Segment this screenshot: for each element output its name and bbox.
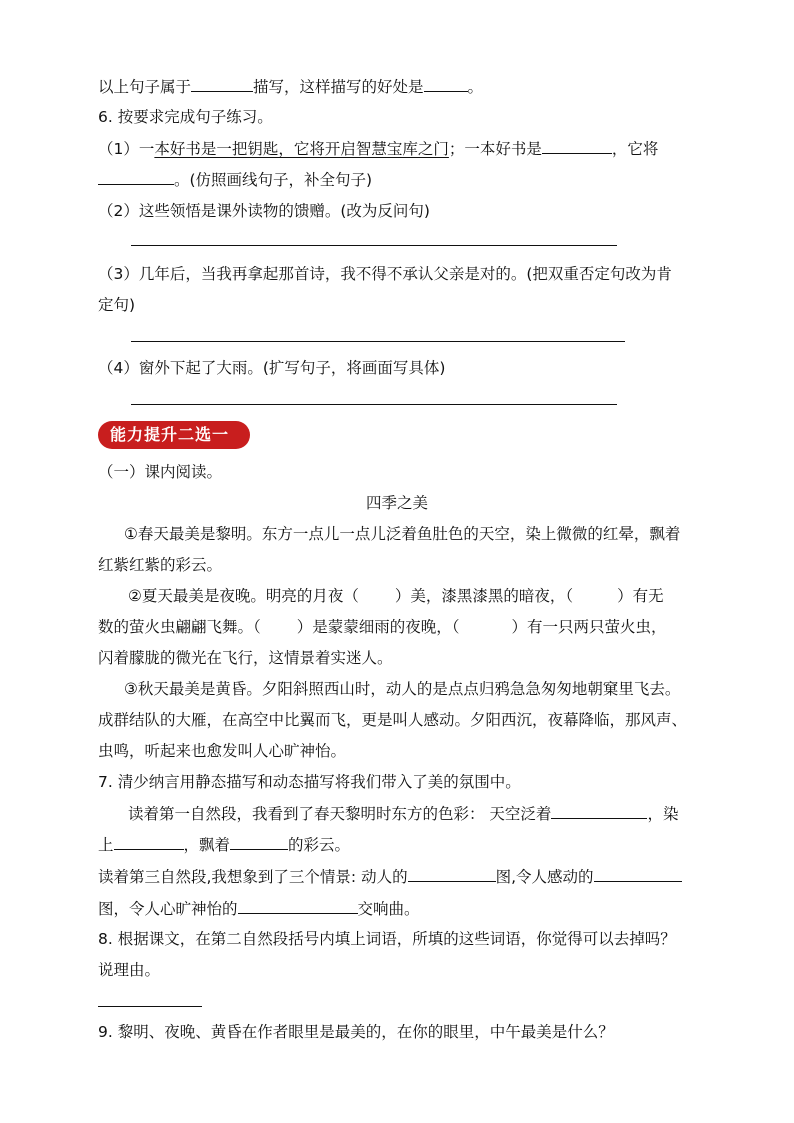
answer-blank[interactable]	[551, 803, 647, 819]
answer-blank[interactable]	[408, 866, 496, 882]
text: ，它将	[611, 140, 659, 158]
answer-blank[interactable]	[424, 76, 468, 92]
q9-line1: 9. 黎明、夜晚、黄昏在作者眼里是最美的，在你的眼里，中午最美是什么？	[98, 1023, 614, 1041]
text: ）是蒙蒙细雨的夜晚，（	[296, 618, 460, 636]
answer-line[interactable]	[131, 404, 617, 405]
section-badge-label: 能力提升二选一	[110, 425, 230, 444]
text: 读着第三自然段,我想象到了三个情景: 动人的	[98, 868, 408, 886]
q6-item2: （2）这些领悟是课外读物的馈赠。(改为反问句)	[98, 202, 430, 220]
text: 。(仿照画线句子，补全句子)	[174, 171, 373, 189]
underlined-sentence: 本好书是一把钥匙，它将开启智慧宝库之门	[154, 140, 449, 158]
text: 以上句子属于	[98, 78, 192, 96]
text: ②夏天最美是夜晚。明亮的月夜（	[128, 587, 359, 605]
text: ）有无	[617, 587, 664, 605]
text: ，飘着	[183, 836, 231, 854]
q7-title: 7. 清少纳言用静态描写和动态描写将我们带入了美的氛围中。	[98, 773, 521, 791]
answer-line[interactable]	[131, 245, 617, 246]
text: 图,令人感动的	[495, 868, 594, 886]
answer-blank[interactable]	[98, 169, 174, 185]
q6-item3-line2: 定句)	[98, 296, 136, 314]
q6-item1-line2	[98, 169, 372, 190]
text: 描写，这样描写的好处是	[253, 78, 424, 96]
passage-title: 四季之美	[365, 494, 428, 512]
passage-p3-line2: 成群结队的大雁，在高空中比翼而飞，更是叫人感动。夕阳西沉，夜幕降临，那风声、	[98, 711, 688, 729]
q6-title: 6. 按要求完成句子练习。	[98, 108, 273, 126]
passage-p2-line3: 闪着朦胧的微光在飞行，这情景着实迷人。	[98, 649, 393, 667]
answer-blank[interactable]	[230, 834, 288, 850]
q6-item1-line1	[98, 138, 658, 159]
q5-tail-line	[98, 76, 483, 97]
text: 交响曲。	[357, 900, 420, 918]
q7-line4	[98, 898, 420, 919]
text: ；一本好书是	[448, 140, 542, 158]
text: ）美，漆黑漆黑的暗夜，（	[394, 587, 574, 605]
answer-blank[interactable]	[594, 866, 682, 882]
q8-line1: 8. 根据课文，在第二自然段括号内填上词语，所填的这些词语，你觉得可以去掉吗？	[98, 930, 676, 948]
answer-line[interactable]	[131, 341, 625, 342]
q6-item4: （4）窗外下起了大雨。(扩写句子，将画面写具体)	[98, 359, 446, 377]
text: 。	[467, 78, 484, 96]
text: 图，令人心旷神怡的	[98, 900, 238, 918]
answer-blank[interactable]	[238, 898, 358, 914]
passage-p2-line1	[128, 586, 664, 606]
answer-blank[interactable]	[542, 138, 612, 154]
text: 读着第一自然段，我看到了春天黎明时东方的色彩： 天空泛着	[128, 805, 552, 823]
text: ，染	[647, 805, 679, 823]
reading-intro: （一）课内阅读。	[98, 463, 223, 481]
q7-line3	[98, 866, 682, 887]
text: 上	[98, 836, 114, 854]
answer-blank[interactable]	[191, 76, 253, 92]
answer-blank[interactable]	[114, 834, 184, 850]
passage-p2-line2	[98, 617, 667, 637]
text: 的彩云。	[288, 836, 351, 854]
passage-p1-line2: 红紫红紫的彩云。	[98, 556, 223, 574]
text: 数的萤火虫翩翩飞舞。（	[98, 618, 261, 636]
passage-p1-line1: ①春天最美是黎明。东方一点儿一点儿泛着鱼肚色的天空，染上微微的红晕，飘着	[124, 525, 681, 543]
q6-item3-line1: （3）几年后，当我再拿起那首诗，我不得不承认父亲是对的。(把双重否定句改为肯	[98, 265, 672, 283]
text: ）有一只两只萤火虫，	[511, 618, 667, 636]
text: （1）一	[98, 140, 155, 158]
passage-p3-line3: 虫鸣，听起来也愈发叫人心旷神怡。	[98, 742, 347, 760]
passage-p3-line1: ③秋天最美是黄昏。夕阳斜照西山时，动人的是点点归鸦急急匆匆地朝窠里飞去。	[124, 680, 681, 698]
q7-line1	[128, 803, 678, 824]
q7-line2	[98, 834, 350, 855]
q8-line2: 说理由。	[98, 961, 161, 979]
answer-line[interactable]	[98, 1006, 202, 1007]
